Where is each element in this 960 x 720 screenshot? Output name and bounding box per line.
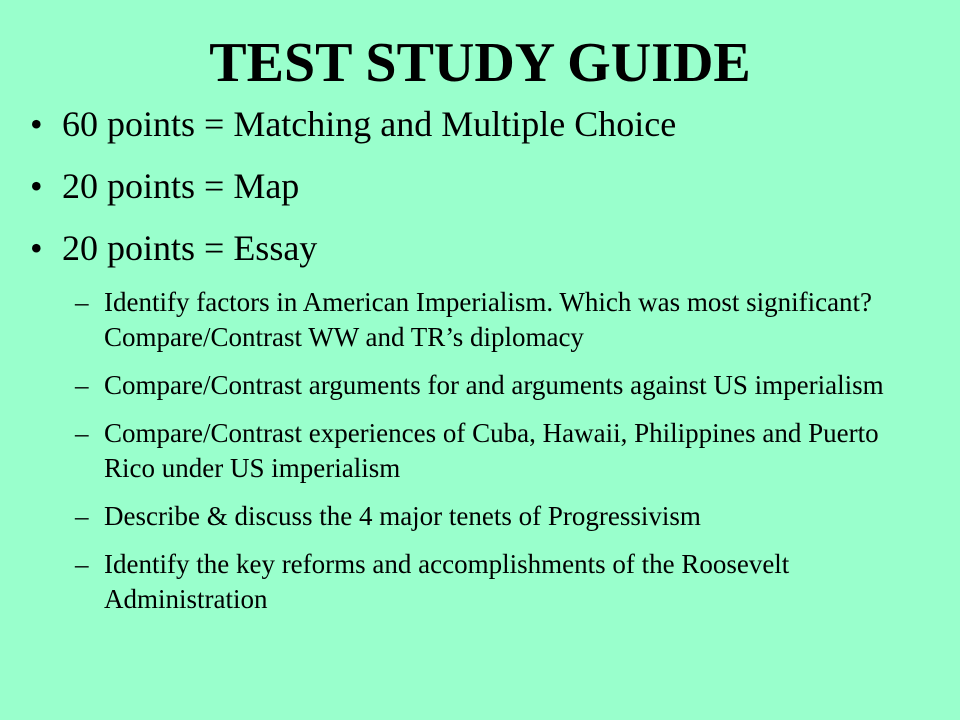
bullet-text: 60 points = Matching and Multiple Choice — [62, 104, 677, 144]
sub-bullet-text: Describe & discuss the 4 major tenets of Progressivism — [104, 501, 701, 531]
sub-bullet-item — [75, 416, 935, 486]
dash-marker: – — [75, 418, 89, 448]
bullet-marker: • — [30, 104, 43, 144]
bullet-marker: • — [30, 166, 43, 206]
sub-bullet-item — [75, 368, 935, 403]
bullet-list — [30, 104, 940, 290]
sub-bullet-item — [75, 285, 935, 355]
slide-title: TEST STUDY GUIDE — [209, 32, 751, 94]
bullet-text: 20 points = Map — [62, 166, 300, 206]
bullet-item — [30, 166, 940, 206]
sub-bullet-item — [75, 547, 935, 617]
dash-marker: – — [75, 370, 89, 400]
sub-bullet-list — [75, 285, 935, 630]
dash-marker: – — [75, 549, 89, 579]
bullet-marker: • — [30, 228, 43, 268]
bullet-item — [30, 104, 940, 144]
sub-bullet-text: Identify the key reforms and accomplishments of the Roosevelt Administration — [104, 549, 790, 614]
dash-marker: – — [75, 287, 89, 317]
dash-marker: – — [75, 501, 89, 531]
sub-bullet-text: Compare/Contrast arguments for and arguments against US imperialism — [104, 370, 884, 400]
sub-bullet-text: Compare/Contrast experiences of Cuba, Hawaii, Philippines and Puerto Rico under US imperialism — [104, 418, 879, 483]
bullet-item — [30, 228, 940, 268]
sub-bullet-item — [75, 499, 935, 534]
bullet-text: 20 points = Essay — [62, 228, 318, 268]
sub-bullet-text: Identify factors in American Imperialism. Which was most significant? Compare/Contrast WW and TR’s diplomacy — [104, 287, 873, 352]
